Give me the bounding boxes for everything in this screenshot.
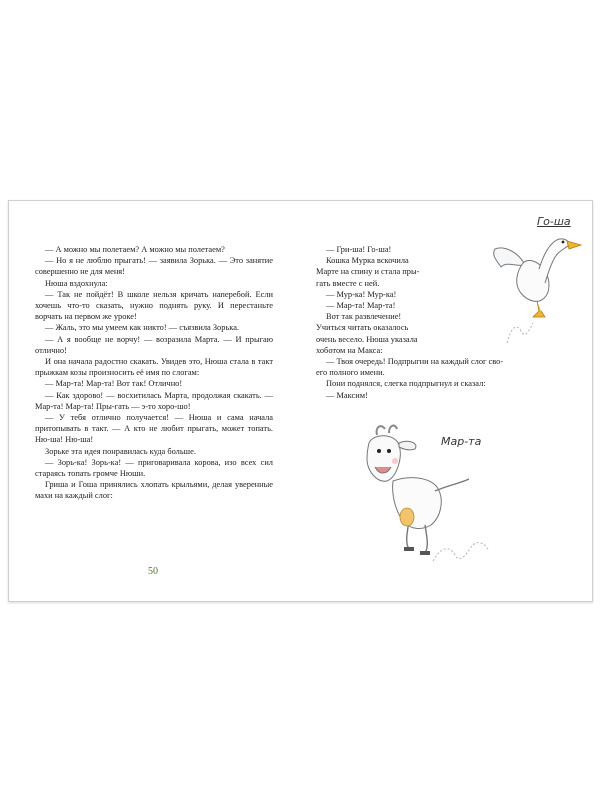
paragraph: Нюша вздохнула:: [45, 278, 108, 288]
paragraph: — Мар-та! Мар-та!: [326, 301, 396, 311]
paragraph: — Мур-ка! Мур-ка!: [326, 289, 397, 299]
page-number: 50: [148, 566, 158, 577]
goat-label: Мар-та: [441, 435, 482, 448]
paragraph: Вот так развлечение!: [326, 312, 402, 322]
paragraph: Зорьке эта идея понравилась куда больше.: [45, 446, 196, 456]
left-text-column: [35, 244, 273, 502]
paragraph: — Мар-та! Мар-та! Вот так! Отлично!: [45, 379, 183, 389]
right-text-column: [316, 244, 503, 401]
paragraph: хоботом на Макса:: [316, 345, 383, 355]
book-spread: [8, 200, 593, 602]
paragraph: — Жаль, это мы умеем как никто! — съязвила Зорька.: [45, 323, 240, 333]
paragraph: — А можно мы полетаем? А можно мы полетаем?: [45, 245, 225, 254]
paragraph: Учиться читать оказалось: [316, 323, 409, 333]
goose-label: Го-ша: [537, 215, 571, 228]
paragraph: — У тебя отлично получается! — Нюша и сама начала притопывать в такт. — А кто не любит прыгать, может топать. Ню-ша! Ню-ша!: [35, 413, 273, 445]
goose-icon: [487, 227, 587, 347]
paragraph: гать вместе с ней.: [316, 278, 380, 288]
paragraph: Пони поднялся, слегка подпрыгнул и сказал:: [326, 379, 486, 389]
paragraph: Кошка Мурка вскочила: [326, 256, 409, 266]
paragraph: — Твоя очередь! Подпрыгни на каждый слог сво-: [326, 357, 504, 367]
paragraph: Гриша и Гоша принялись хлопать крыльями, делая уверенные махи на каждый слог:: [35, 480, 273, 501]
paragraph: — Так не пойдёт! В школе нельзя кричать наперебой. Если хочешь что-то сказать, нужно поднять руку. И перестаньте ворчать на первом же уроке!: [35, 289, 273, 322]
goat-icon: [349, 421, 519, 571]
paragraph: — Гри-ша! Го-ша!: [326, 245, 392, 254]
paragraph: — Но я не люблю прыгать! — заявила Зорька. — Это занятие совершенно не для меня!: [35, 256, 273, 277]
paragraph: — Как здорово! — восхитилась Марта, продолжая скакать. — Мар-та! Мар-та! Пры-гать — э-то хоро-шо!: [35, 390, 273, 411]
paragraph: Марте на спину и стала пры-: [316, 267, 420, 277]
paragraph: — Зорь-ка! Зорь-ка! — приговаривала корова, изо всех сил стараясь топать громче Нюши.: [35, 457, 273, 479]
paragraph: очень весело. Нюша указала: [316, 334, 418, 344]
paragraph: — А я вообще не ворчу! — возразила Марта. — И прыгаю отлично!: [35, 334, 273, 355]
paragraph: его полного имени.: [316, 368, 385, 378]
paragraph: И она начала радостно скакать. Увидев это, Нюша стала в такт прыжкам козы произносить её имя по слогам:: [35, 357, 273, 378]
paragraph: — Максим!: [326, 390, 368, 400]
